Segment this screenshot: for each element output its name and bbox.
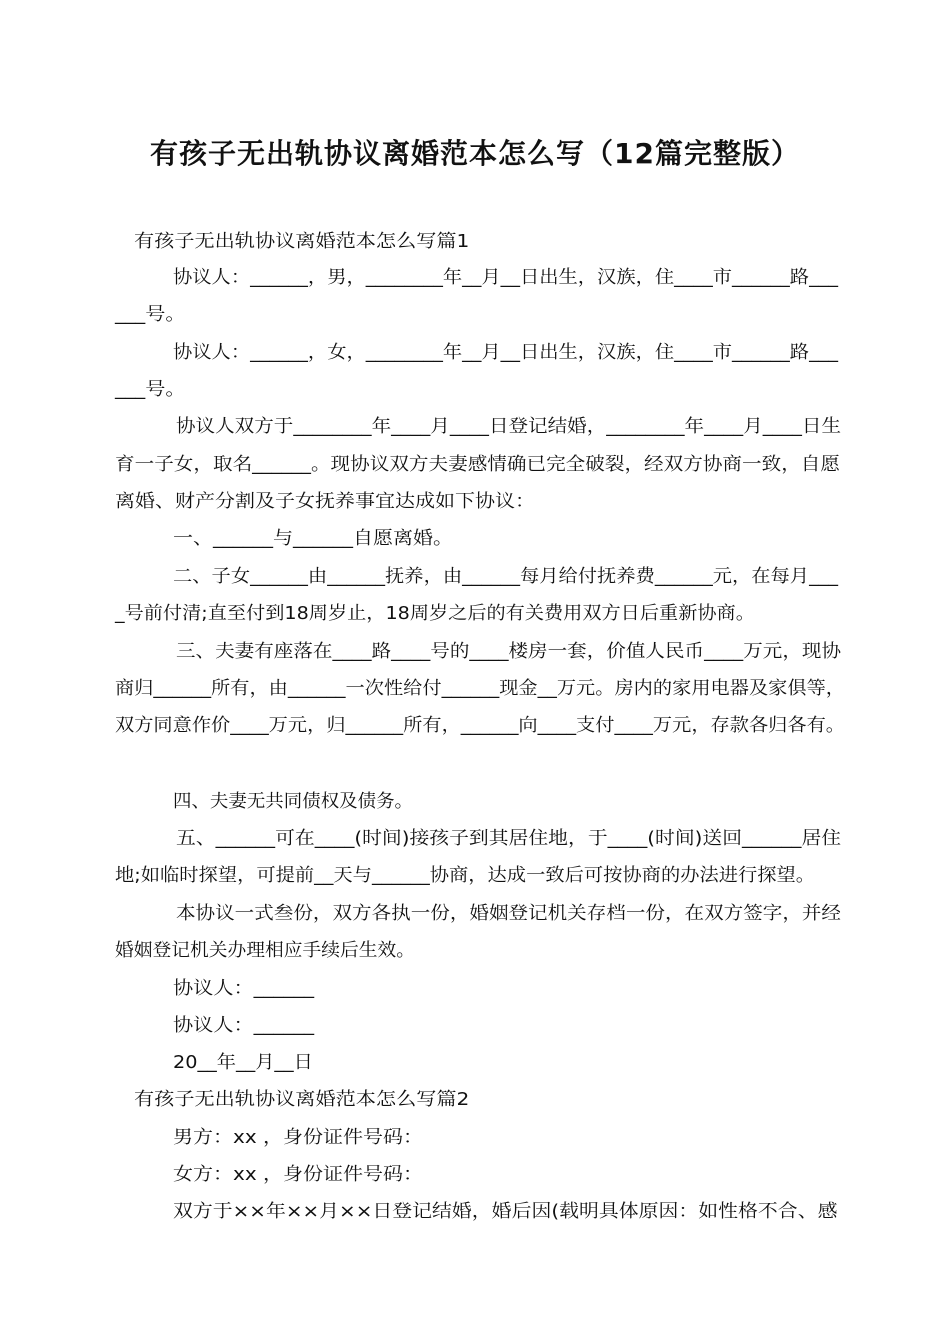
paragraph-line: 协议人：______，女，________年__月__日出生，汉族，住____市______路___: [173, 342, 838, 363]
paragraph-line: _号前付清;直至付到18周岁止，18周岁之后的有关费用双方日后重新协商。: [115, 603, 755, 624]
signature-line: 协议人：______: [173, 978, 315, 999]
paragraph-line: 育一子女，取名______。现协议双方夫妻感情确已完全破裂，经双方协商一致，自愿: [115, 454, 840, 475]
paragraph-line: 男方：xx ，身份证件号码：: [173, 1127, 424, 1148]
paragraph-line: 三、夫妻有座落在____路____号的____楼房一套，价值人民币____万元，现协: [176, 641, 841, 662]
signature-line: 协议人：______: [173, 1015, 315, 1036]
paragraph-line: ___号。: [115, 304, 186, 325]
paragraph-line: 离婚、财产分割及子女抚养事宜达成如下协议：: [115, 491, 535, 512]
date-line: 20__年__月__日: [173, 1052, 313, 1073]
paragraph-line: 一、______与______自愿离婚。: [173, 528, 453, 549]
paragraph-line: 本协议一式叁份，双方各执一份，婚姻登记机关存档一份，在双方签字，并经: [176, 903, 841, 924]
paragraph-line: 商归______所有，由______一次性给付______现金__万元。房内的家用电器及家俱等，: [115, 678, 845, 699]
paragraph-line: 婚姻登记机关办理相应手续后生效。: [115, 940, 415, 961]
paragraph-line: 女方：xx ，身份证件号码：: [173, 1164, 424, 1185]
section-heading-1: 有孩子无出轨协议离婚范本怎么写篇1: [134, 231, 470, 252]
paragraph-line: 二、子女______由______抚养，由______每月给付抚养费______元，在每月___: [173, 566, 838, 587]
paragraph-line: 地;如临时探望，可提前__天与______协商，达成一致后可按协商的办法进行探望。: [115, 865, 816, 886]
paragraph-line: 五、______可在____(时间)接孩子到其居住地，于____(时间)送回______居住: [176, 828, 842, 849]
section-heading-2: 有孩子无出轨协议离婚范本怎么写篇2: [134, 1089, 470, 1110]
paragraph-line: ___号。: [115, 379, 186, 400]
paragraph-line: 四、夫妻无共同债权及债务。: [173, 791, 413, 812]
paragraph-line: 协议人双方于________年____月____日登记结婚，________年____月____日生: [176, 416, 841, 437]
paragraph-line: 双方同意作价____万元，归______所有，______向____支付____万元，存款各归各有。: [115, 715, 845, 736]
paragraph-line: 协议人：______，男，________年__月__日出生，汉族，住____市______路___: [173, 267, 838, 288]
document-title: 有孩子无出轨协议离婚范本怎么写（12篇完整版）: [150, 137, 800, 170]
paragraph-line: 双方于××年××月××日登记结婚，婚后因(载明具体原因：如性格不合、感: [173, 1201, 838, 1222]
